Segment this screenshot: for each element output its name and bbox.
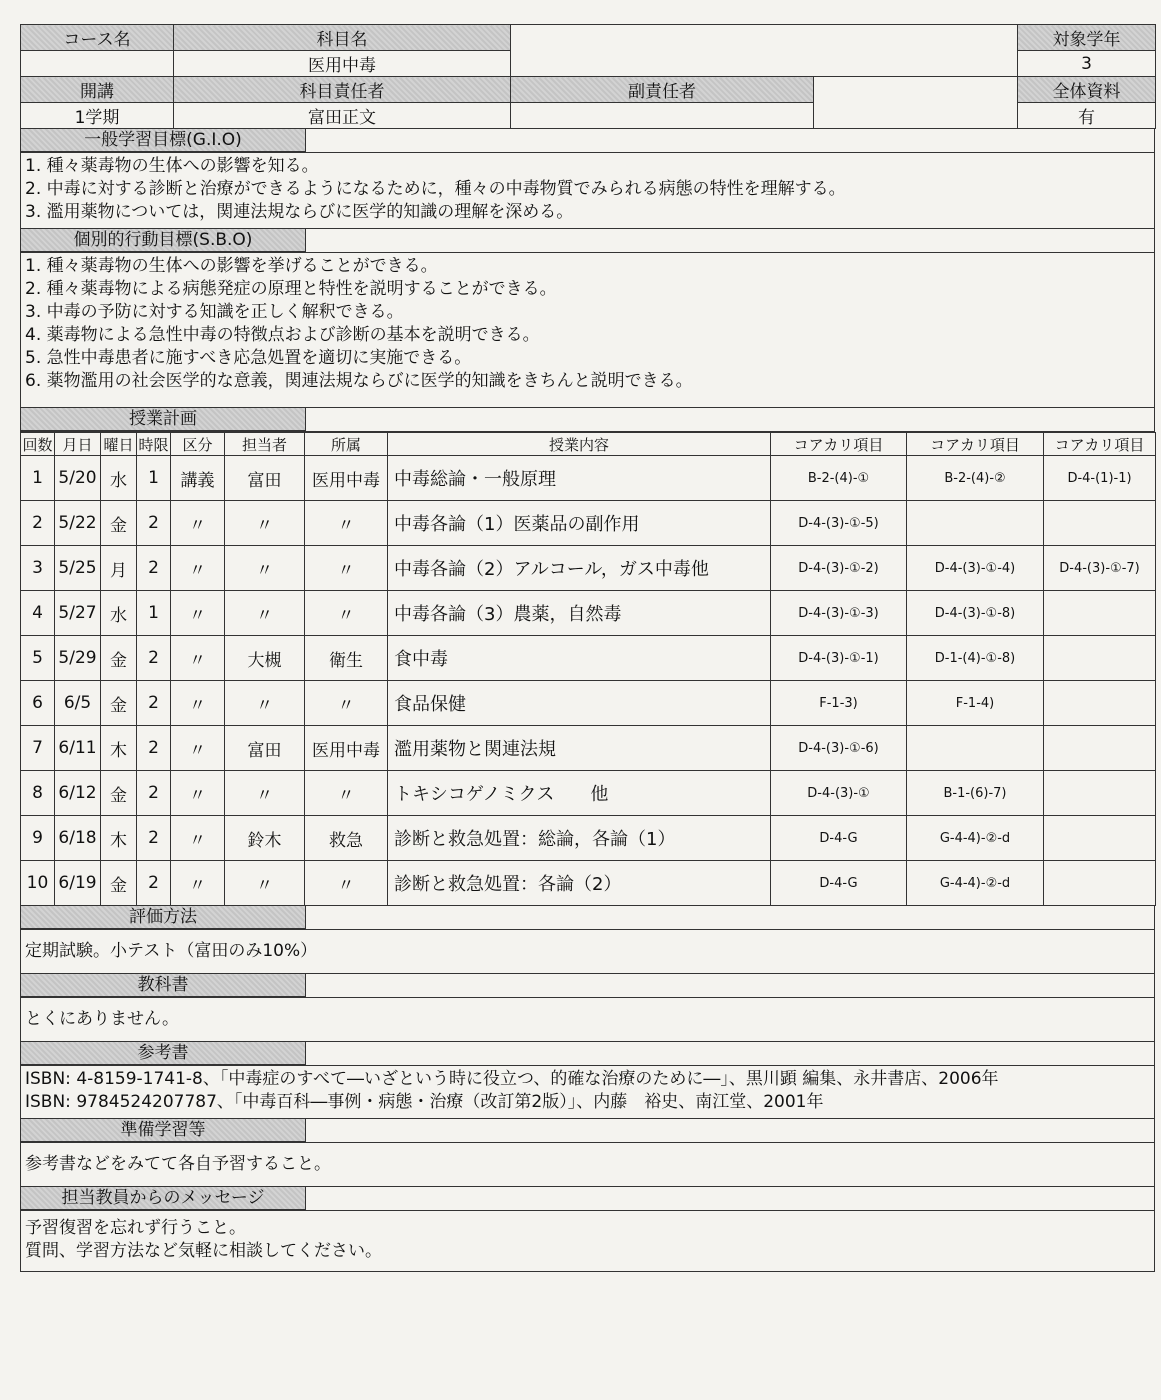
core-curriculum-cell: D-4-(3)-①-5) [771,501,907,546]
sbo-item: 4. 薬毒物による急性中毒の特徴点および診断の基本を説明できる。 [25,325,540,345]
table-row [21,771,1156,816]
table-cell: 6/12 [55,771,101,816]
gio-title: 一般学習目標(G.I.O) [21,129,306,152]
table-cell: 〃 [171,771,225,816]
target-year-value: 3 [1018,51,1156,77]
core-curriculum-cell [1044,861,1156,906]
table-cell: 3 [21,546,55,591]
lesson-content-cell: 中毒各論（3）農薬，自然毒 [388,591,771,636]
sbo-title: 個別的行動目標(S.B.O) [21,229,306,252]
table-cell: 10 [21,861,55,906]
core-curriculum-cell: D-4-(3)-①-4) [907,546,1044,591]
core-curriculum-cell [907,501,1044,546]
table-cell: 木 [101,726,137,771]
core-curriculum-cell: D-4-(3)-①-8) [907,591,1044,636]
schedule-column-header: コアカリ項目 [907,433,1044,456]
message-body [20,1211,1155,1272]
table-cell: 衛生 [305,636,388,681]
table-cell: 1 [137,456,171,501]
table-cell: 医用中毒 [305,726,388,771]
table-cell: 5/22 [55,501,101,546]
lesson-content-cell: 中毒各論（1）医薬品の副作用 [388,501,771,546]
subject-name-label: 科目名 [174,25,511,51]
materials-value: 有 [1018,103,1156,129]
preparation-text: 参考書などをみてて各自予習すること。 [25,1154,331,1174]
table-cell: 2 [137,726,171,771]
term-value: 1学期 [21,103,174,129]
table-row [21,726,1156,771]
core-curriculum-cell: D-4-(3)-①-3) [771,591,907,636]
course-header-table [20,24,1156,129]
textbook-title-bar [20,974,1155,998]
core-curriculum-cell: D-4-(3)-① [771,771,907,816]
textbook-text: とくにありません。 [25,1009,180,1029]
message-title: 担当教員からのメッセージ [21,1187,306,1210]
syllabus-page [20,24,1155,1272]
table-cell: 〃 [305,546,388,591]
table-cell: 〃 [171,546,225,591]
gio-item: 1. 種々薬毒物の生体への影響を知る。 [25,156,319,176]
core-curriculum-cell [1044,591,1156,636]
sbo-item: 1. 種々薬毒物の生体への影響を挙げることができる。 [25,256,438,276]
references-title-bar [20,1042,1155,1066]
table-cell: 2 [137,546,171,591]
core-curriculum-cell: G-4-4)-②-d [907,816,1044,861]
header-blank-cell-2 [814,25,1018,77]
table-cell: 〃 [171,816,225,861]
core-curriculum-cell [1044,636,1156,681]
textbook-title: 教科書 [21,974,306,997]
table-cell: 5/25 [55,546,101,591]
table-cell: 5 [21,636,55,681]
table-cell: 講義 [171,456,225,501]
responsible-label: 科目責任者 [174,77,511,103]
core-curriculum-cell: B-2-(4)-① [771,456,907,501]
sbo-list [20,253,1155,408]
table-cell: 水 [101,456,137,501]
evaluation-title-bar [20,906,1155,930]
term-label: 開講 [21,77,174,103]
table-cell: 1 [21,456,55,501]
sbo-item: 2. 種々薬毒物による病態発症の原理と特性を説明することができる。 [25,279,557,299]
core-curriculum-cell [907,726,1044,771]
table-row [21,636,1156,681]
schedule-column-header: 月日 [55,433,101,456]
evaluation-body [20,930,1155,974]
table-cell: 〃 [171,861,225,906]
sub-responsible-blank [511,103,814,129]
table-cell: 2 [137,816,171,861]
schedule-column-header: コアカリ項目 [771,433,907,456]
schedule-header-row [21,433,1156,456]
table-cell: 〃 [225,861,305,906]
subject-name-value: 医用中毒 [174,51,511,77]
references-title: 参考書 [21,1042,306,1065]
table-cell: 2 [137,501,171,546]
table-cell: 水 [101,591,137,636]
lesson-content-cell: 食品保健 [388,681,771,726]
core-curriculum-cell: D-4-(3)-①-7) [1044,546,1156,591]
schedule-column-header: 授業内容 [388,433,771,456]
table-cell: 富田 [225,726,305,771]
core-curriculum-cell: D-4-G [771,816,907,861]
table-cell: 5/29 [55,636,101,681]
table-row [21,816,1156,861]
table-cell: 〃 [171,501,225,546]
preparation-body [20,1143,1155,1187]
core-curriculum-cell: F-1-3) [771,681,907,726]
sbo-item: 6. 薬物濫用の社会医学的な意義，関連法規ならびに医学的知識をきちんと説明できる。 [25,371,693,391]
core-curriculum-cell: G-4-4)-②-d [907,861,1044,906]
table-cell: 9 [21,816,55,861]
table-cell: 〃 [171,681,225,726]
responsible-value: 富田正文 [174,103,511,129]
message-item: 質問、学習方法など気軽に相談してください。 [25,1241,382,1261]
table-cell: 月 [101,546,137,591]
lesson-content-cell: 中毒各論（2）アルコール，ガス中毒他 [388,546,771,591]
schedule-body [21,456,1156,906]
gio-title-bar [20,129,1155,153]
table-row [21,591,1156,636]
schedule-title-bar [20,408,1155,432]
table-cell: 1 [137,591,171,636]
table-cell: 〃 [225,681,305,726]
evaluation-title: 評価方法 [21,906,306,929]
core-curriculum-cell [1044,726,1156,771]
table-cell: 8 [21,771,55,816]
gio-list [20,153,1155,229]
table-cell: 〃 [305,591,388,636]
schedule-table [20,432,1156,906]
target-year-label: 対象学年 [1018,25,1156,51]
table-cell: 〃 [305,861,388,906]
table-cell: 大槻 [225,636,305,681]
schedule-column-header: 担当者 [225,433,305,456]
core-curriculum-cell: D-1-(4)-①-8) [907,636,1044,681]
table-row [21,861,1156,906]
table-cell: 木 [101,816,137,861]
table-cell: 金 [101,681,137,726]
table-cell: 〃 [171,591,225,636]
schedule-title: 授業計画 [21,408,306,431]
core-curriculum-cell: B-2-(4)-② [907,456,1044,501]
table-cell: 2 [137,861,171,906]
reference-item: ISBN: 9784524207787、「中毒百科―事例・病態・治療（改訂第2版）」、内藤 裕史、南江堂、2001年 [25,1092,824,1112]
table-cell: 6/19 [55,861,101,906]
gio-item: 3. 濫用薬物については，関連法規ならびに医学的知識の理解を深める。 [25,202,574,222]
table-cell: 6/18 [55,816,101,861]
table-cell: 〃 [225,771,305,816]
references-body [20,1066,1155,1119]
core-curriculum-cell: D-4-(3)-①-2) [771,546,907,591]
table-cell: 医用中毒 [305,456,388,501]
core-curriculum-cell: D-4-G [771,861,907,906]
table-cell: 〃 [305,501,388,546]
sbo-item: 3. 中毒の予防に対する知識を正しく解釈できる。 [25,302,404,322]
table-cell: 5/20 [55,456,101,501]
table-cell: 金 [101,501,137,546]
core-curriculum-cell [1044,501,1156,546]
schedule-column-header: 時限 [137,433,171,456]
table-cell: 金 [101,636,137,681]
schedule-column-header: 曜日 [101,433,137,456]
materials-label: 全体資料 [1018,77,1156,103]
schedule-column-header: 区分 [171,433,225,456]
table-cell: 〃 [225,591,305,636]
sbo-item: 5. 急性中毒患者に施すべき応急処置を適切に実施できる。 [25,348,472,368]
sub-responsible-label: 副責任者 [511,77,814,103]
reference-item: ISBN: 4-8159-1741-8、「中毒症のすべて―いざという時に役立つ、的確な治療のために―」、黒川顕 編集、永井書店、2006年 [25,1069,999,1089]
preparation-title-bar [20,1119,1155,1143]
table-cell: 2 [137,771,171,816]
sub-responsible-value [814,77,1018,129]
lesson-content-cell: トキシコゲノミクス 他 [388,771,771,816]
table-cell: 救急 [305,816,388,861]
table-cell: 6/11 [55,726,101,771]
table-cell: 2 [137,681,171,726]
table-cell: 〃 [305,681,388,726]
core-curriculum-cell: D-4-(3)-①-1) [771,636,907,681]
table-cell: 〃 [171,726,225,771]
table-cell: 6 [21,681,55,726]
table-cell: 鈴木 [225,816,305,861]
table-cell: 金 [101,861,137,906]
message-item: 予習復習を忘れず行うこと。 [25,1218,246,1238]
core-curriculum-cell: F-1-4) [907,681,1044,726]
table-row [21,501,1156,546]
core-curriculum-cell [1044,816,1156,861]
core-curriculum-cell: D-4-(3)-①-6) [771,726,907,771]
core-curriculum-cell [1044,681,1156,726]
table-cell: 〃 [171,636,225,681]
table-cell: 〃 [305,771,388,816]
table-cell: 金 [101,771,137,816]
lesson-content-cell: 中毒総論・一般原理 [388,456,771,501]
preparation-title: 準備学習等 [21,1119,306,1142]
table-cell: 6/5 [55,681,101,726]
table-cell: 富田 [225,456,305,501]
message-title-bar [20,1187,1155,1211]
table-cell: 5/27 [55,591,101,636]
core-curriculum-cell: B-1-(6)-7) [907,771,1044,816]
table-row [21,546,1156,591]
schedule-column-header: 所属 [305,433,388,456]
schedule-column-header: コアカリ項目 [1044,433,1156,456]
course-name-value [21,51,174,77]
core-curriculum-cell: D-4-(1)-1) [1044,456,1156,501]
lesson-content-cell: 濫用薬物と関連法規 [388,726,771,771]
course-name-label: コース名 [21,25,174,51]
lesson-content-cell: 食中毒 [388,636,771,681]
table-cell: 4 [21,591,55,636]
sbo-title-bar [20,229,1155,253]
table-cell: 〃 [225,546,305,591]
table-row [21,681,1156,726]
table-cell: 〃 [225,501,305,546]
textbook-body [20,998,1155,1042]
gio-item: 2. 中毒に対する診断と治療ができるようになるために，種々の中毒物質でみられる病態の特性を理解する。 [25,179,846,199]
table-cell: 7 [21,726,55,771]
table-cell: 2 [21,501,55,546]
lesson-content-cell: 診断と救急処置：各論（2） [388,861,771,906]
table-cell: 2 [137,636,171,681]
core-curriculum-cell [1044,771,1156,816]
lesson-content-cell: 診断と救急処置：総論，各論（1） [388,816,771,861]
table-row [21,456,1156,501]
evaluation-text: 定期試験。小テスト（富田のみ10%） [25,941,318,961]
schedule-column-header: 回数 [21,433,55,456]
header-blank-cell [511,25,814,77]
